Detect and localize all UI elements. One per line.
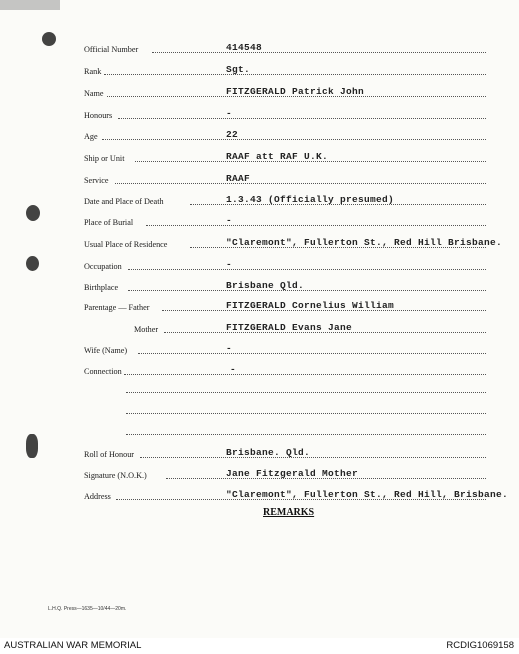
field-label: Age	[84, 132, 98, 141]
field-rank	[0, 62, 519, 78]
field-dotted-line	[118, 118, 486, 119]
field-dotted-line	[104, 74, 486, 75]
field-label: Roll of Honour	[84, 450, 135, 459]
field-value: Brisbane Qld.	[226, 280, 305, 291]
field-value: Jane Fitzgerald Mother	[226, 468, 359, 479]
footer-record-id: RCDIG1069158	[446, 640, 514, 651]
printer-imprint: L.H.Q. Press—1635—10/44—20m.	[48, 606, 127, 612]
connection-extra-line-3	[126, 434, 486, 435]
field-dotted-line	[146, 225, 486, 226]
field-wife	[0, 341, 519, 357]
field-place-of-burial	[0, 213, 519, 229]
connection-extra-line-2	[126, 413, 486, 414]
field-usual-residence	[0, 235, 519, 251]
field-label: Place of Burial	[84, 218, 134, 227]
field-label: Date and Place of Death	[84, 197, 164, 206]
field-value: FITZGERALD Evans Jane	[226, 322, 353, 333]
connection-extra-line-1	[126, 392, 486, 393]
field-service	[0, 171, 519, 187]
field-connection	[0, 362, 519, 378]
field-value: 1.3.43 (Officially presumed)	[226, 194, 395, 205]
field-value: FITZGERALD Patrick John	[226, 86, 365, 97]
field-signature-nok	[0, 466, 519, 482]
field-label: Wife (Name)	[84, 346, 128, 355]
remarks-heading: REMARKS	[263, 507, 315, 518]
archive-footer	[0, 638, 519, 654]
field-value: FITZGERALD Cornelius William	[226, 300, 395, 311]
field-dotted-line	[152, 52, 486, 53]
field-occupation	[0, 257, 519, 273]
field-label: Connection	[84, 367, 122, 376]
field-value: -	[226, 259, 233, 270]
field-value: -	[226, 343, 233, 354]
field-value: -	[230, 364, 237, 375]
footer-source-label: AUSTRALIAN WAR MEMORIAL	[4, 640, 142, 651]
field-parentage-mother	[0, 320, 519, 336]
field-value: RAAF	[226, 173, 251, 184]
field-value: 414548	[226, 42, 263, 53]
field-name	[0, 84, 519, 100]
field-label: Rank	[84, 67, 102, 76]
field-roll-of-honour	[0, 445, 519, 461]
field-ship-or-unit	[0, 149, 519, 165]
field-value: -	[226, 108, 233, 119]
field-dotted-line	[140, 457, 486, 458]
field-label: Ship or Unit	[84, 154, 125, 163]
field-dotted-line	[124, 374, 486, 375]
field-label: Address	[84, 492, 111, 501]
field-age	[0, 127, 519, 143]
field-label: Official Number	[84, 45, 139, 54]
field-value: Brisbane. Qld.	[226, 447, 311, 458]
field-label: Mother	[134, 325, 159, 334]
field-label: Parentage — Father	[84, 303, 150, 312]
field-label: Honours	[84, 111, 113, 120]
field-value: "Claremont", Fullerton St., Red Hill, Brisbane.	[226, 489, 509, 500]
field-honours	[0, 106, 519, 122]
field-label: Occupation	[84, 262, 122, 271]
field-official-number	[0, 40, 519, 56]
field-dotted-line	[128, 269, 486, 270]
field-value: RAAF att RAF U.K.	[226, 151, 329, 162]
field-value: Sgt.	[226, 64, 251, 75]
field-label: Birthplace	[84, 283, 119, 292]
field-date-place-of-death	[0, 192, 519, 208]
field-address	[0, 487, 519, 503]
field-dotted-line	[128, 290, 486, 291]
field-value: 22	[226, 129, 239, 140]
field-parentage-father	[0, 298, 519, 314]
field-label: Service	[84, 176, 109, 185]
field-label: Name	[84, 89, 104, 98]
field-dotted-line	[138, 353, 486, 354]
field-label: Usual Place of Residence	[84, 240, 168, 249]
field-dotted-line	[102, 139, 486, 140]
corner-shadow	[0, 0, 60, 10]
field-birthplace	[0, 278, 519, 294]
field-value: -	[226, 215, 233, 226]
field-value: "Claremont", Fullerton St., Red Hill Brisbane.	[226, 237, 503, 248]
field-dotted-line	[115, 183, 486, 184]
field-label: Signature (N.O.K.)	[84, 471, 147, 480]
